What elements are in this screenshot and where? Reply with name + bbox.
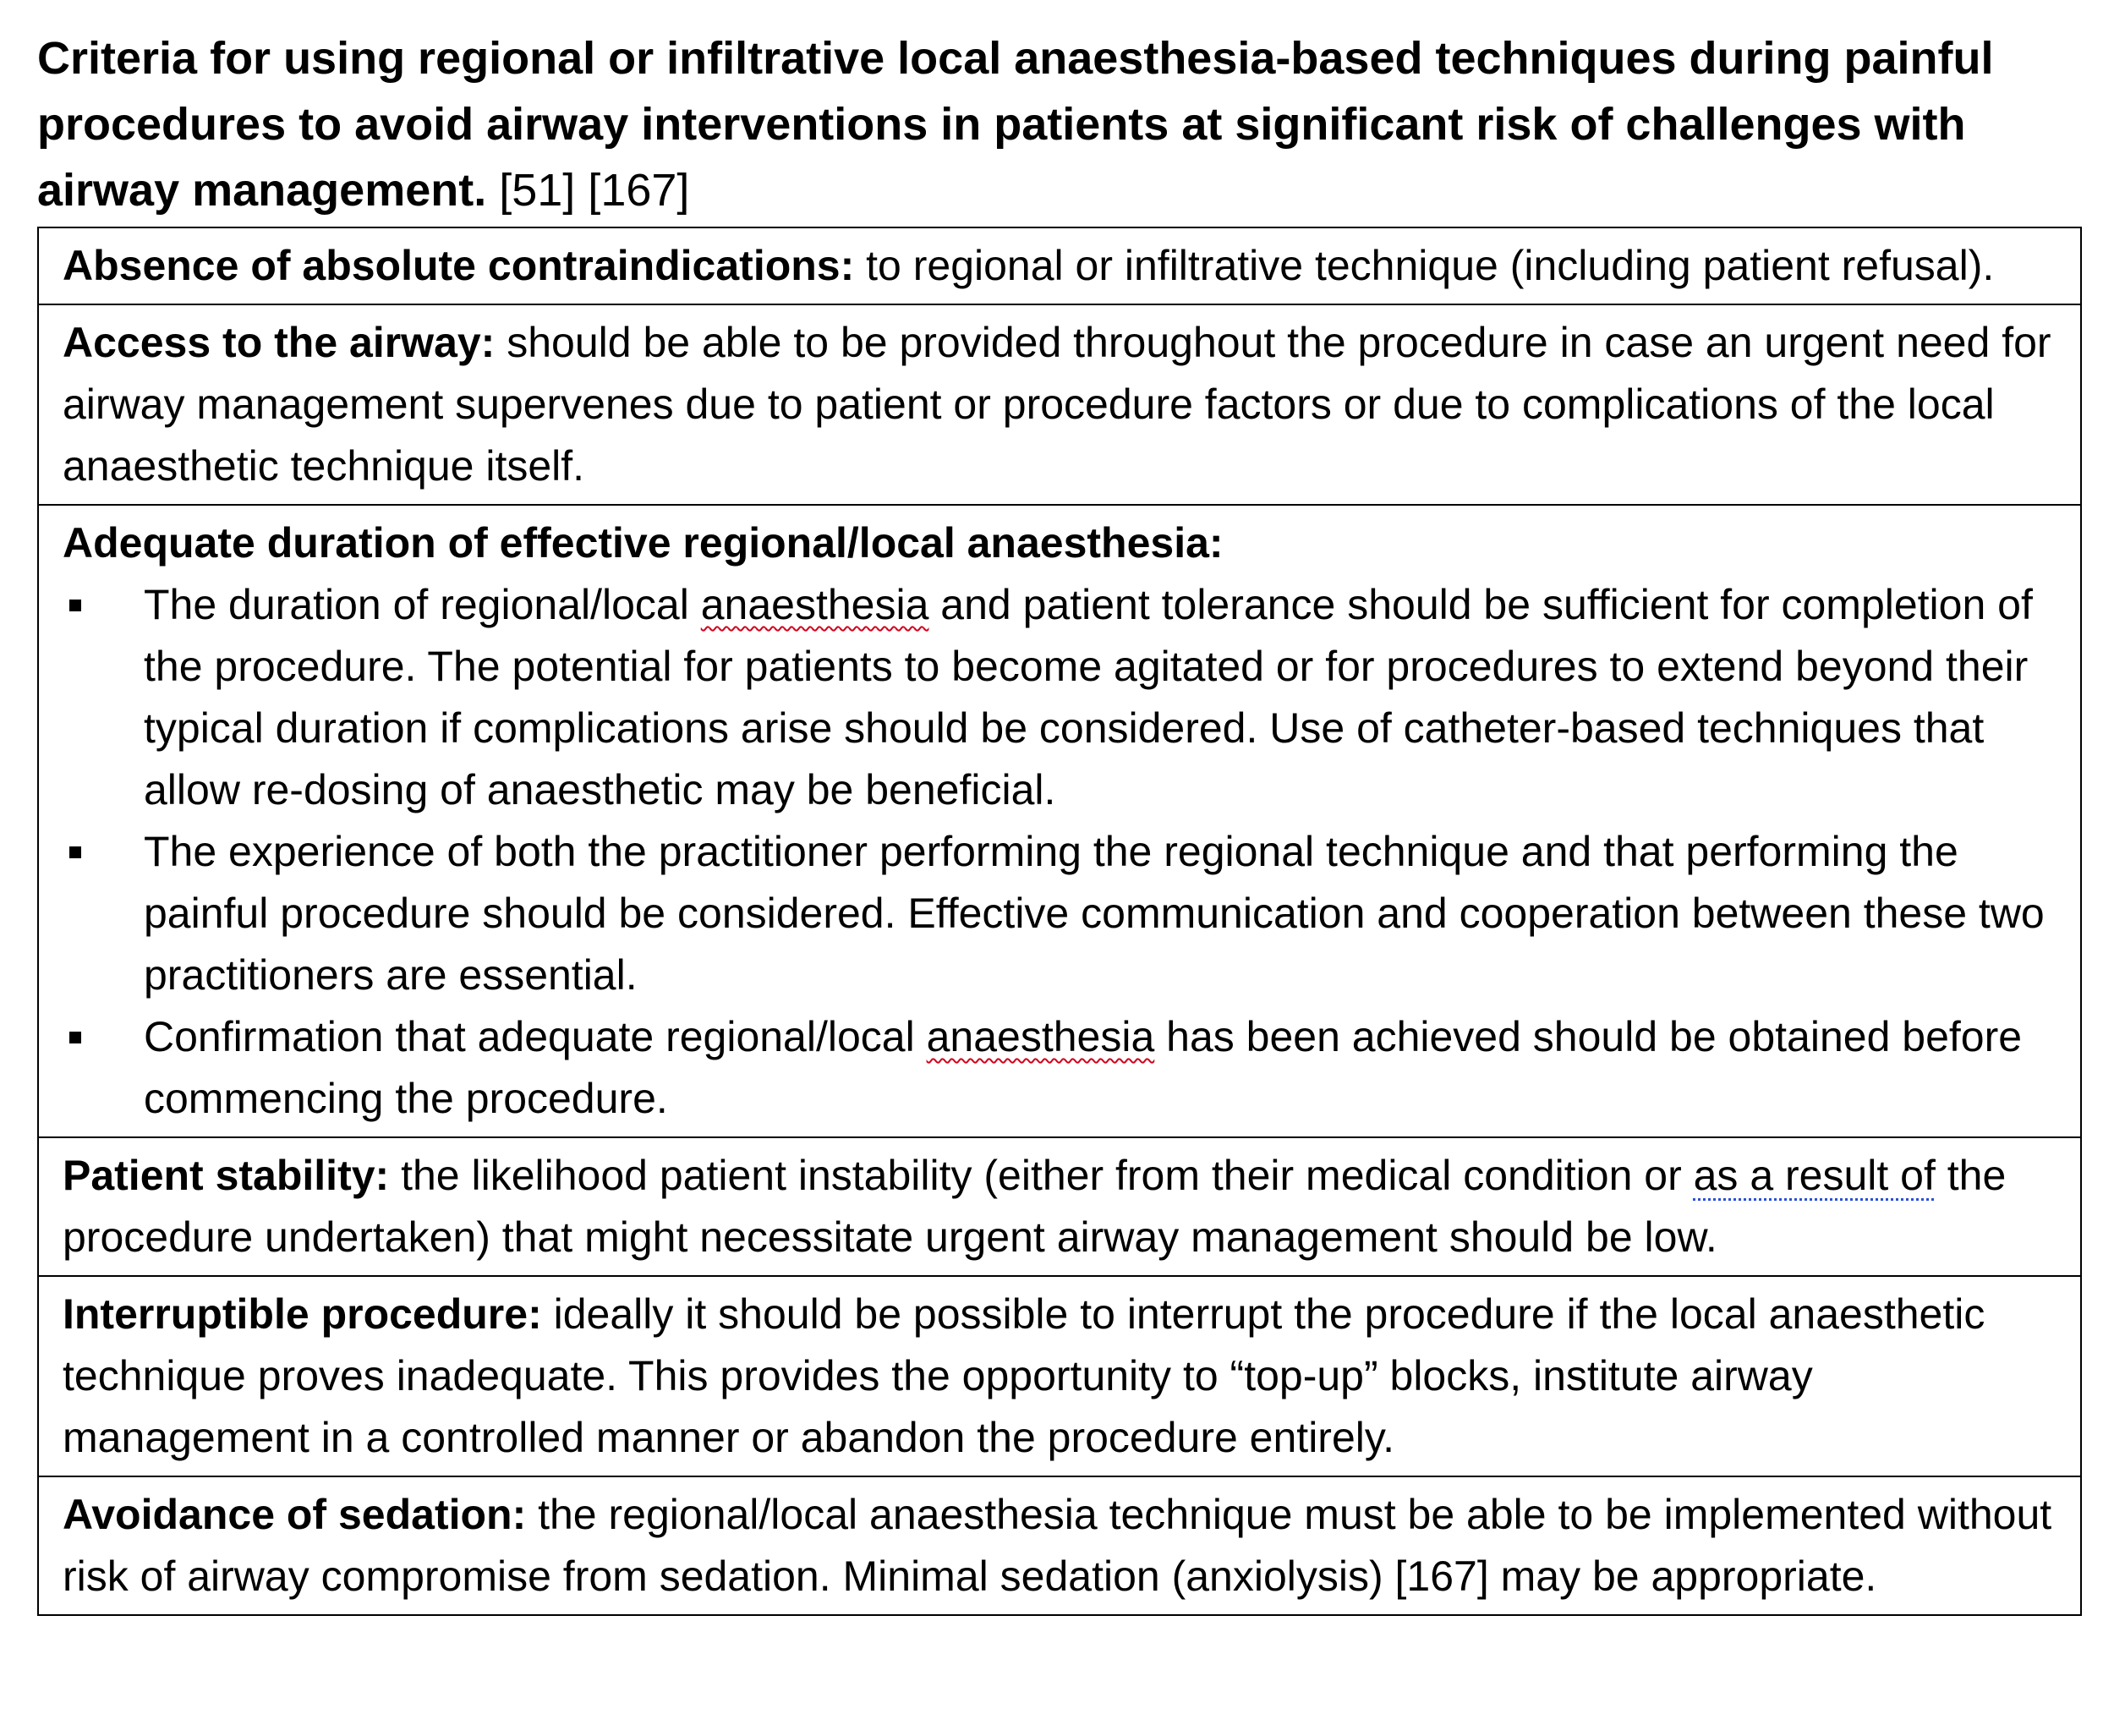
square-bullet-icon (69, 846, 81, 858)
square-bullet-icon (69, 600, 81, 611)
criterion-patient-stability (38, 1137, 2081, 1276)
grammar-flag[interactable]: as a result of (1693, 1152, 1936, 1199)
table-caption (37, 25, 2084, 223)
criteria-table (37, 227, 2082, 1616)
table-row (38, 505, 2081, 1137)
spelling-flag[interactable]: anaesthesia (926, 1013, 1155, 1060)
criterion-sedation (38, 1476, 2081, 1615)
criterion-interruptible (38, 1276, 2081, 1476)
bullet-text-end: has been achieved should be obtained before commencing the procedure. (144, 1013, 2023, 1122)
criterion-airway-access (38, 304, 2081, 505)
spelling-flag[interactable]: anaesthesia (700, 581, 929, 628)
bullet-text: The experience of both the practitioner performing the regional technique and that performing the painful procedure should be considered. Effective communication and cooperation between these two practitioners are essential. (144, 828, 2045, 999)
criterion-text-start: the likelihood patient instability (either from their medical condition or (389, 1152, 1694, 1199)
document (37, 25, 2084, 1616)
bullet-text-start: The duration of regional/local (144, 581, 701, 628)
criterion-heading: Absence of absolute contraindications: (63, 242, 855, 289)
bullet-text-end: and patient tolerance should be sufficient for completion of the procedure. The potential for patients to become agitated or for procedures to extend beyond their typical duration if complications arise should be considered. Use of catheter-based techniques that allow re-dosing of anaesthetic may be beneficial. (144, 581, 2033, 813)
criterion-heading: Patient stability: (63, 1152, 390, 1199)
table-row (38, 1476, 2081, 1615)
list-item (63, 574, 2056, 821)
criterion-text-end: the procedure undertaken) that might necessitate urgent airway management should be low. (63, 1152, 2007, 1261)
criterion-text: should be able to be provided throughout the procedure in case an urgent need for airway management supervenes due to patient or procedure factors or due to complications of the local anaesthetic technique itself. (63, 319, 2051, 490)
table-row (38, 227, 2081, 304)
caption-title: Criteria for using regional or infiltrative local anaesthesia-based techniques during painful procedures to avoid airway interventions in patients at significant risk of challenges with airway management. (37, 33, 1994, 216)
criterion-duration (38, 505, 2081, 1137)
criterion-heading: Access to the airway: (63, 319, 496, 366)
criterion-text: ideally it should be possible to interrupt the procedure if the local anaesthetic technique proves inadequate. This provides the opportunity to “top-up” blocks, institute airway management in a controlled manner or abandon the procedure entirely. (63, 1290, 1985, 1461)
caption-references: [51] [167] (486, 165, 690, 216)
bullet-list (63, 574, 2056, 1130)
table-row (38, 304, 2081, 505)
list-item (63, 821, 2056, 1006)
square-bullet-icon (69, 1032, 81, 1043)
list-item (63, 1006, 2056, 1130)
bullet-text-start: Confirmation that adequate regional/local (144, 1013, 927, 1060)
criterion-contraindications (38, 227, 2081, 304)
criterion-text: the regional/local anaesthesia technique must be able to be implemented without risk of airway compromise from sedation. Minimal sedation (anxiolysis) [167] may be appropriate. (63, 1491, 2052, 1600)
criterion-heading: Avoidance of sedation: (63, 1491, 527, 1538)
criterion-heading: Adequate duration of effective regional/local anaesthesia: (63, 519, 1224, 567)
criterion-heading: Interruptible procedure: (63, 1290, 542, 1338)
table-row (38, 1137, 2081, 1276)
criterion-text: to regional or infiltrative technique (including patient refusal). (854, 242, 1995, 289)
table-row (38, 1276, 2081, 1476)
